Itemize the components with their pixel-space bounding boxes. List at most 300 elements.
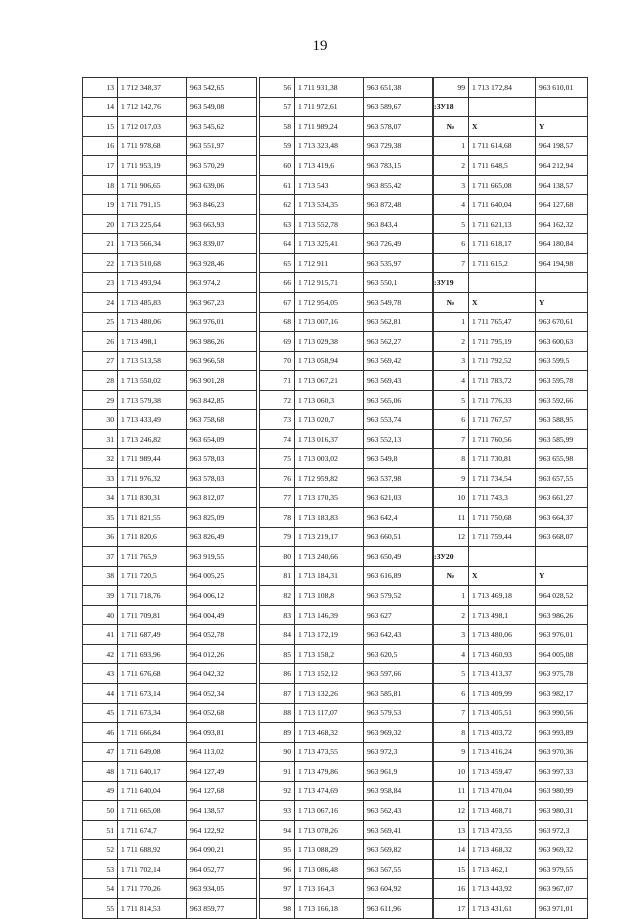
x-coordinate-cell: 1 711 688,92 bbox=[118, 840, 187, 860]
y-coordinate-cell: 964 138,57 bbox=[187, 801, 257, 821]
table-row bbox=[260, 508, 434, 528]
empty-cell bbox=[536, 97, 588, 117]
point-number-cell: 95 bbox=[260, 840, 295, 860]
table-row bbox=[433, 625, 588, 645]
y-coordinate-cell: 963 826,49 bbox=[187, 527, 257, 547]
y-coordinate-cell: 963 855,42 bbox=[364, 175, 434, 195]
x-coordinate-cell: 1 713 473,55 bbox=[295, 742, 364, 762]
y-coordinate-cell: 963 661,27 bbox=[536, 488, 588, 508]
x-coordinate-cell: 1 711 795,19 bbox=[469, 332, 536, 352]
x-coordinate-cell: 1 713 060,3 bbox=[295, 390, 364, 410]
x-coordinate-cell: 1 713 108,8 bbox=[295, 586, 364, 606]
y-coordinate-cell: 963 812,07 bbox=[187, 488, 257, 508]
table-row bbox=[433, 801, 588, 821]
empty-cell bbox=[469, 547, 536, 567]
table-row bbox=[260, 449, 434, 469]
point-number-cell: 93 bbox=[260, 801, 295, 821]
x-coordinate-cell: 1 711 618,17 bbox=[469, 234, 536, 254]
table-row bbox=[83, 723, 257, 743]
point-number-cell: 92 bbox=[260, 781, 295, 801]
x-coordinate-cell: 1 713 480,06 bbox=[118, 312, 187, 332]
table-row bbox=[433, 644, 588, 664]
table-row bbox=[83, 410, 257, 430]
section-label: :ЗУ18 bbox=[433, 97, 469, 117]
point-number-cell: 39 bbox=[83, 586, 118, 606]
y-coordinate-cell: 963 578,07 bbox=[364, 117, 434, 137]
table-row bbox=[83, 820, 257, 840]
table-row bbox=[260, 859, 434, 879]
y-coordinate-cell: 963 588,95 bbox=[536, 410, 588, 430]
x-coordinate-cell: 1 713 152,12 bbox=[295, 664, 364, 684]
x-coordinate-cell: 1 713 158,2 bbox=[295, 644, 364, 664]
y-coordinate-cell: 963 979,55 bbox=[536, 859, 588, 879]
column-header-y: Y bbox=[536, 566, 588, 586]
y-coordinate-cell: 964 052,78 bbox=[187, 625, 257, 645]
point-number-cell: 24 bbox=[83, 293, 118, 313]
y-coordinate-cell: 964 180,84 bbox=[536, 234, 588, 254]
x-coordinate-cell: 1 711 783,72 bbox=[469, 371, 536, 391]
table-row bbox=[433, 78, 588, 98]
point-number-cell: 46 bbox=[83, 723, 118, 743]
table-row bbox=[260, 586, 434, 606]
table-row bbox=[83, 332, 257, 352]
table-row bbox=[260, 723, 434, 743]
x-coordinate-cell: 1 713 132,26 bbox=[295, 683, 364, 703]
y-coordinate-cell: 963 562,81 bbox=[364, 312, 434, 332]
y-coordinate-cell: 963 642,43 bbox=[364, 625, 434, 645]
point-number-cell: 14 bbox=[83, 97, 118, 117]
x-coordinate-cell: 1 711 693,96 bbox=[118, 644, 187, 664]
x-coordinate-cell: 1 711 673,34 bbox=[118, 703, 187, 723]
y-coordinate-cell: 963 970,36 bbox=[536, 742, 588, 762]
table-row bbox=[260, 840, 434, 860]
point-number-cell: 21 bbox=[83, 234, 118, 254]
y-coordinate-cell: 964 162,32 bbox=[536, 214, 588, 234]
x-coordinate-cell: 1 711 770,26 bbox=[118, 879, 187, 899]
x-coordinate-cell: 1 711 615,2 bbox=[469, 253, 536, 273]
y-coordinate-cell: 963 639,06 bbox=[187, 175, 257, 195]
y-coordinate-cell: 964 138,57 bbox=[536, 175, 588, 195]
y-coordinate-cell: 964 090,21 bbox=[187, 840, 257, 860]
table-row bbox=[83, 566, 257, 586]
point-number-cell: 68 bbox=[260, 312, 295, 332]
y-coordinate-cell: 963 961,9 bbox=[364, 762, 434, 782]
x-coordinate-cell: 1 713 480,06 bbox=[469, 625, 536, 645]
x-coordinate-cell: 1 711 760,56 bbox=[469, 429, 536, 449]
point-number-cell: 66 bbox=[260, 273, 295, 293]
point-number-cell: 73 bbox=[260, 410, 295, 430]
section-label: :ЗУ19 bbox=[433, 273, 469, 293]
y-coordinate-cell: 963 585,99 bbox=[536, 429, 588, 449]
x-coordinate-cell: 1 713 088,29 bbox=[295, 840, 364, 860]
x-coordinate-cell: 1 711 614,68 bbox=[469, 136, 536, 156]
y-coordinate-cell: 964 198,57 bbox=[536, 136, 588, 156]
point-number-cell: 14 bbox=[433, 840, 469, 860]
coordinates-table-1 bbox=[82, 77, 257, 919]
x-coordinate-cell: 1 712 348,37 bbox=[118, 78, 187, 98]
table-row bbox=[260, 703, 434, 723]
table-row bbox=[260, 97, 434, 117]
point-number-cell: 85 bbox=[260, 644, 295, 664]
point-number-cell: 7 bbox=[433, 429, 469, 449]
x-coordinate-cell: 1 712 911 bbox=[295, 253, 364, 273]
point-number-cell: 20 bbox=[83, 214, 118, 234]
x-coordinate-cell: 1 712 142,76 bbox=[118, 97, 187, 117]
point-number-cell: 50 bbox=[83, 801, 118, 821]
x-coordinate-cell: 1 711 750,68 bbox=[469, 508, 536, 528]
y-coordinate-cell: 964 005,08 bbox=[536, 644, 588, 664]
y-coordinate-cell: 963 859,77 bbox=[187, 898, 257, 918]
x-coordinate-cell: 1 711 830,31 bbox=[118, 488, 187, 508]
y-coordinate-cell: 963 919,55 bbox=[187, 547, 257, 567]
x-coordinate-cell: 1 712 017,03 bbox=[118, 117, 187, 137]
y-coordinate-cell: 964 028,52 bbox=[536, 586, 588, 606]
x-coordinate-cell: 1 711 666,84 bbox=[118, 723, 187, 743]
point-number-cell: 1 bbox=[433, 136, 469, 156]
table-row bbox=[260, 468, 434, 488]
table-row bbox=[433, 508, 588, 528]
table-row bbox=[83, 683, 257, 703]
y-coordinate-cell: 963 535,97 bbox=[364, 253, 434, 273]
x-coordinate-cell: 1 713 240,66 bbox=[295, 547, 364, 567]
x-coordinate-cell: 1 713 184,31 bbox=[295, 566, 364, 586]
y-coordinate-cell: 963 597,66 bbox=[364, 664, 434, 684]
x-coordinate-cell: 1 711 640,17 bbox=[118, 762, 187, 782]
table-row bbox=[83, 898, 257, 918]
table-row bbox=[83, 625, 257, 645]
point-number-cell: 40 bbox=[83, 605, 118, 625]
table-row bbox=[260, 488, 434, 508]
point-number-cell: 27 bbox=[83, 351, 118, 371]
table-row bbox=[433, 762, 588, 782]
y-coordinate-cell: 963 967,07 bbox=[536, 879, 588, 899]
y-coordinate-cell: 963 569,41 bbox=[364, 820, 434, 840]
point-number-cell: 72 bbox=[260, 390, 295, 410]
table-row bbox=[83, 488, 257, 508]
point-number-cell: 52 bbox=[83, 840, 118, 860]
y-coordinate-cell: 964 127,49 bbox=[187, 762, 257, 782]
x-coordinate-cell: 1 713 462,1 bbox=[469, 859, 536, 879]
table-row bbox=[433, 234, 588, 254]
y-coordinate-cell: 963 549,78 bbox=[364, 293, 434, 313]
point-number-cell: 3 bbox=[433, 625, 469, 645]
table-row bbox=[83, 175, 257, 195]
point-number-cell: 83 bbox=[260, 605, 295, 625]
x-coordinate-cell: 1 713 172,84 bbox=[469, 78, 536, 98]
x-coordinate-cell: 1 713 550,02 bbox=[118, 371, 187, 391]
table-row bbox=[83, 879, 257, 899]
x-coordinate-cell: 1 713 431,61 bbox=[469, 898, 536, 918]
table-row bbox=[260, 683, 434, 703]
point-number-cell: 75 bbox=[260, 449, 295, 469]
point-number-cell: 10 bbox=[433, 762, 469, 782]
y-coordinate-cell: 963 980,99 bbox=[536, 781, 588, 801]
point-number-cell: 56 bbox=[260, 78, 295, 98]
table-row bbox=[83, 605, 257, 625]
point-number-cell: 6 bbox=[433, 410, 469, 430]
y-coordinate-cell: 963 550,1 bbox=[364, 273, 434, 293]
point-number-cell: 7 bbox=[433, 253, 469, 273]
table-row bbox=[83, 508, 257, 528]
point-number-cell: 88 bbox=[260, 703, 295, 723]
coordinates-table-3 bbox=[432, 77, 588, 919]
table-row bbox=[260, 625, 434, 645]
table-row bbox=[433, 468, 588, 488]
point-number-cell: 59 bbox=[260, 136, 295, 156]
point-number-cell: 84 bbox=[260, 625, 295, 645]
point-number-cell: 71 bbox=[260, 371, 295, 391]
point-number-cell: 3 bbox=[433, 175, 469, 195]
y-coordinate-cell: 963 616,89 bbox=[364, 566, 434, 586]
x-coordinate-cell: 1 713 474,69 bbox=[295, 781, 364, 801]
x-coordinate-cell: 1 713 170,35 bbox=[295, 488, 364, 508]
x-coordinate-cell: 1 713 473,55 bbox=[469, 820, 536, 840]
y-coordinate-cell: 963 604,92 bbox=[364, 879, 434, 899]
y-coordinate-cell: 963 549,8 bbox=[364, 449, 434, 469]
table-row bbox=[260, 429, 434, 449]
table-row bbox=[83, 781, 257, 801]
table-row bbox=[433, 136, 588, 156]
y-coordinate-cell: 963 579,53 bbox=[364, 703, 434, 723]
point-number-cell: 86 bbox=[260, 664, 295, 684]
y-coordinate-cell: 963 569,43 bbox=[364, 371, 434, 391]
column-header-x: X bbox=[469, 293, 536, 313]
table-row bbox=[83, 468, 257, 488]
table-row bbox=[260, 801, 434, 821]
point-number-cell: 2 bbox=[433, 605, 469, 625]
x-coordinate-cell: 1 712 959,82 bbox=[295, 468, 364, 488]
table-row bbox=[433, 879, 588, 899]
y-coordinate-cell: 963 729,38 bbox=[364, 136, 434, 156]
point-number-cell: 96 bbox=[260, 859, 295, 879]
y-coordinate-cell: 963 664,37 bbox=[536, 508, 588, 528]
table-row bbox=[433, 703, 588, 723]
point-number-cell: 30 bbox=[83, 410, 118, 430]
y-coordinate-cell: 963 642,4 bbox=[364, 508, 434, 528]
table-row bbox=[83, 527, 257, 547]
table-row bbox=[433, 371, 588, 391]
y-coordinate-cell: 963 846,23 bbox=[187, 195, 257, 215]
y-coordinate-cell: 964 005,25 bbox=[187, 566, 257, 586]
y-coordinate-cell: 963 569,42 bbox=[364, 351, 434, 371]
y-coordinate-cell: 964 194,98 bbox=[536, 253, 588, 273]
table-row bbox=[433, 390, 588, 410]
y-coordinate-cell: 963 578,03 bbox=[187, 449, 257, 469]
point-number-cell: 70 bbox=[260, 351, 295, 371]
y-coordinate-cell: 963 651,38 bbox=[364, 78, 434, 98]
x-coordinate-cell: 1 713 246,82 bbox=[118, 429, 187, 449]
y-coordinate-cell: 963 971,01 bbox=[536, 898, 588, 918]
x-coordinate-cell: 1 713 579,38 bbox=[118, 390, 187, 410]
y-coordinate-cell: 964 012,26 bbox=[187, 644, 257, 664]
x-coordinate-cell: 1 713 468,71 bbox=[469, 801, 536, 821]
point-number-cell: 48 bbox=[83, 762, 118, 782]
x-coordinate-cell: 1 711 676,68 bbox=[118, 664, 187, 684]
point-number-cell: 10 bbox=[433, 488, 469, 508]
y-coordinate-cell: 964 093,81 bbox=[187, 723, 257, 743]
table-row bbox=[260, 527, 434, 547]
x-coordinate-cell: 1 711 621,13 bbox=[469, 214, 536, 234]
table-row bbox=[433, 351, 588, 371]
x-coordinate-cell: 1 711 976,32 bbox=[118, 468, 187, 488]
table-row bbox=[83, 117, 257, 137]
x-coordinate-cell: 1 713 117,07 bbox=[295, 703, 364, 723]
point-number-cell: 18 bbox=[83, 175, 118, 195]
x-coordinate-cell: 1 713 058,94 bbox=[295, 351, 364, 371]
table-row bbox=[260, 390, 434, 410]
point-number-cell: 78 bbox=[260, 508, 295, 528]
table-row bbox=[83, 371, 257, 391]
x-coordinate-cell: 1 713 166,18 bbox=[295, 898, 364, 918]
section-label: :ЗУ20 bbox=[433, 547, 469, 567]
x-coordinate-cell: 1 713 323,48 bbox=[295, 136, 364, 156]
x-coordinate-cell: 1 712 954,05 bbox=[295, 293, 364, 313]
x-coordinate-cell: 1 713 003,02 bbox=[295, 449, 364, 469]
point-number-cell: 11 bbox=[433, 508, 469, 528]
point-number-cell: 43 bbox=[83, 664, 118, 684]
point-number-cell: 11 bbox=[433, 781, 469, 801]
x-coordinate-cell: 1 713 016,37 bbox=[295, 429, 364, 449]
table-row bbox=[260, 762, 434, 782]
x-coordinate-cell: 1 711 649,08 bbox=[118, 742, 187, 762]
table-row bbox=[260, 293, 434, 313]
table-row bbox=[433, 742, 588, 762]
x-coordinate-cell: 1 713 086,48 bbox=[295, 859, 364, 879]
table-row bbox=[83, 644, 257, 664]
empty-cell bbox=[469, 97, 536, 117]
point-number-cell: 67 bbox=[260, 293, 295, 313]
x-coordinate-cell: 1 713 443,92 bbox=[469, 879, 536, 899]
table-row bbox=[260, 820, 434, 840]
point-number-cell: 5 bbox=[433, 664, 469, 684]
table-row bbox=[83, 136, 257, 156]
table-row bbox=[83, 801, 257, 821]
y-coordinate-cell: 963 783,15 bbox=[364, 156, 434, 176]
point-number-cell: 4 bbox=[433, 644, 469, 664]
point-number-cell: 64 bbox=[260, 234, 295, 254]
point-number-cell: 33 bbox=[83, 468, 118, 488]
y-coordinate-cell: 963 570,29 bbox=[187, 156, 257, 176]
point-number-cell: 58 bbox=[260, 117, 295, 137]
point-number-cell: 1 bbox=[433, 312, 469, 332]
y-coordinate-cell: 963 589,67 bbox=[364, 97, 434, 117]
table-row bbox=[260, 332, 434, 352]
x-coordinate-cell: 1 713 534,35 bbox=[295, 195, 364, 215]
table-row bbox=[83, 742, 257, 762]
y-coordinate-cell: 963 934,05 bbox=[187, 879, 257, 899]
point-number-cell: 45 bbox=[83, 703, 118, 723]
y-coordinate-cell: 963 972,3 bbox=[536, 820, 588, 840]
y-coordinate-cell: 963 758,68 bbox=[187, 410, 257, 430]
table-row bbox=[83, 859, 257, 879]
point-number-cell: 60 bbox=[260, 156, 295, 176]
point-number-cell: 69 bbox=[260, 332, 295, 352]
y-coordinate-cell: 963 552,13 bbox=[364, 429, 434, 449]
point-number-cell: 28 bbox=[83, 371, 118, 391]
x-coordinate-cell: 1 713 459,47 bbox=[469, 762, 536, 782]
point-number-cell: 76 bbox=[260, 468, 295, 488]
table-row bbox=[433, 527, 588, 547]
x-coordinate-cell: 1 713 405,51 bbox=[469, 703, 536, 723]
table-row bbox=[83, 840, 257, 860]
table-row bbox=[260, 136, 434, 156]
column-header-number: № bbox=[433, 566, 469, 586]
x-coordinate-cell: 1 713 479,86 bbox=[295, 762, 364, 782]
table-row bbox=[83, 234, 257, 254]
table-row bbox=[83, 390, 257, 410]
table-row bbox=[83, 664, 257, 684]
x-coordinate-cell: 1 713 164,3 bbox=[295, 879, 364, 899]
table-row bbox=[83, 703, 257, 723]
table-row bbox=[433, 683, 588, 703]
x-coordinate-cell: 1 713 172,19 bbox=[295, 625, 364, 645]
y-coordinate-cell: 963 579,52 bbox=[364, 586, 434, 606]
point-number-cell: 49 bbox=[83, 781, 118, 801]
point-number-cell: 6 bbox=[433, 683, 469, 703]
y-coordinate-cell: 963 542,65 bbox=[187, 78, 257, 98]
point-number-cell: 12 bbox=[433, 801, 469, 821]
table-row bbox=[260, 234, 434, 254]
x-coordinate-cell: 1 713 566,34 bbox=[118, 234, 187, 254]
y-coordinate-cell: 964 113,02 bbox=[187, 742, 257, 762]
y-coordinate-cell: 963 986,26 bbox=[187, 332, 257, 352]
y-coordinate-cell: 964 127,68 bbox=[187, 781, 257, 801]
x-coordinate-cell: 1 711 709,81 bbox=[118, 605, 187, 625]
y-coordinate-cell: 963 620,5 bbox=[364, 644, 434, 664]
table-row bbox=[260, 547, 434, 567]
y-coordinate-cell: 963 600,63 bbox=[536, 332, 588, 352]
y-coordinate-cell: 963 966,58 bbox=[187, 351, 257, 371]
y-coordinate-cell: 963 562,27 bbox=[364, 332, 434, 352]
x-coordinate-cell: 1 711 765,47 bbox=[469, 312, 536, 332]
y-coordinate-cell: 963 980,31 bbox=[536, 801, 588, 821]
table-row bbox=[260, 78, 434, 98]
y-coordinate-cell: 963 650,49 bbox=[364, 547, 434, 567]
page-number: 19 bbox=[312, 38, 328, 54]
table-row bbox=[433, 449, 588, 469]
y-coordinate-cell: 964 004,49 bbox=[187, 605, 257, 625]
point-number-cell: 17 bbox=[433, 898, 469, 918]
x-coordinate-cell: 1 713 470,04 bbox=[469, 781, 536, 801]
x-coordinate-cell: 1 713 183,83 bbox=[295, 508, 364, 528]
y-coordinate-cell: 963 663,93 bbox=[187, 214, 257, 234]
table-row bbox=[83, 586, 257, 606]
x-coordinate-cell: 1 713 078,26 bbox=[295, 820, 364, 840]
y-coordinate-cell: 963 986,26 bbox=[536, 605, 588, 625]
x-coordinate-cell: 1 711 989,24 bbox=[295, 117, 364, 137]
y-coordinate-cell: 963 976,01 bbox=[536, 625, 588, 645]
point-number-cell: 22 bbox=[83, 253, 118, 273]
y-coordinate-cell: 963 657,55 bbox=[536, 468, 588, 488]
point-number-cell: 51 bbox=[83, 820, 118, 840]
table-header-row bbox=[433, 117, 588, 137]
table-row bbox=[260, 253, 434, 273]
table-row bbox=[433, 195, 588, 215]
y-coordinate-cell: 964 122,92 bbox=[187, 820, 257, 840]
table-row bbox=[260, 781, 434, 801]
y-coordinate-cell: 964 127,68 bbox=[536, 195, 588, 215]
x-coordinate-cell: 1 711 989,44 bbox=[118, 449, 187, 469]
x-coordinate-cell: 1 713 020,7 bbox=[295, 410, 364, 430]
x-coordinate-cell: 1 713 067,21 bbox=[295, 371, 364, 391]
table-row bbox=[260, 195, 434, 215]
y-coordinate-cell: 963 843,4 bbox=[364, 214, 434, 234]
y-coordinate-cell: 963 655,98 bbox=[536, 449, 588, 469]
x-coordinate-cell: 1 711 640,04 bbox=[469, 195, 536, 215]
table-row bbox=[260, 273, 434, 293]
y-coordinate-cell: 963 599,5 bbox=[536, 351, 588, 371]
section-row bbox=[433, 547, 588, 567]
